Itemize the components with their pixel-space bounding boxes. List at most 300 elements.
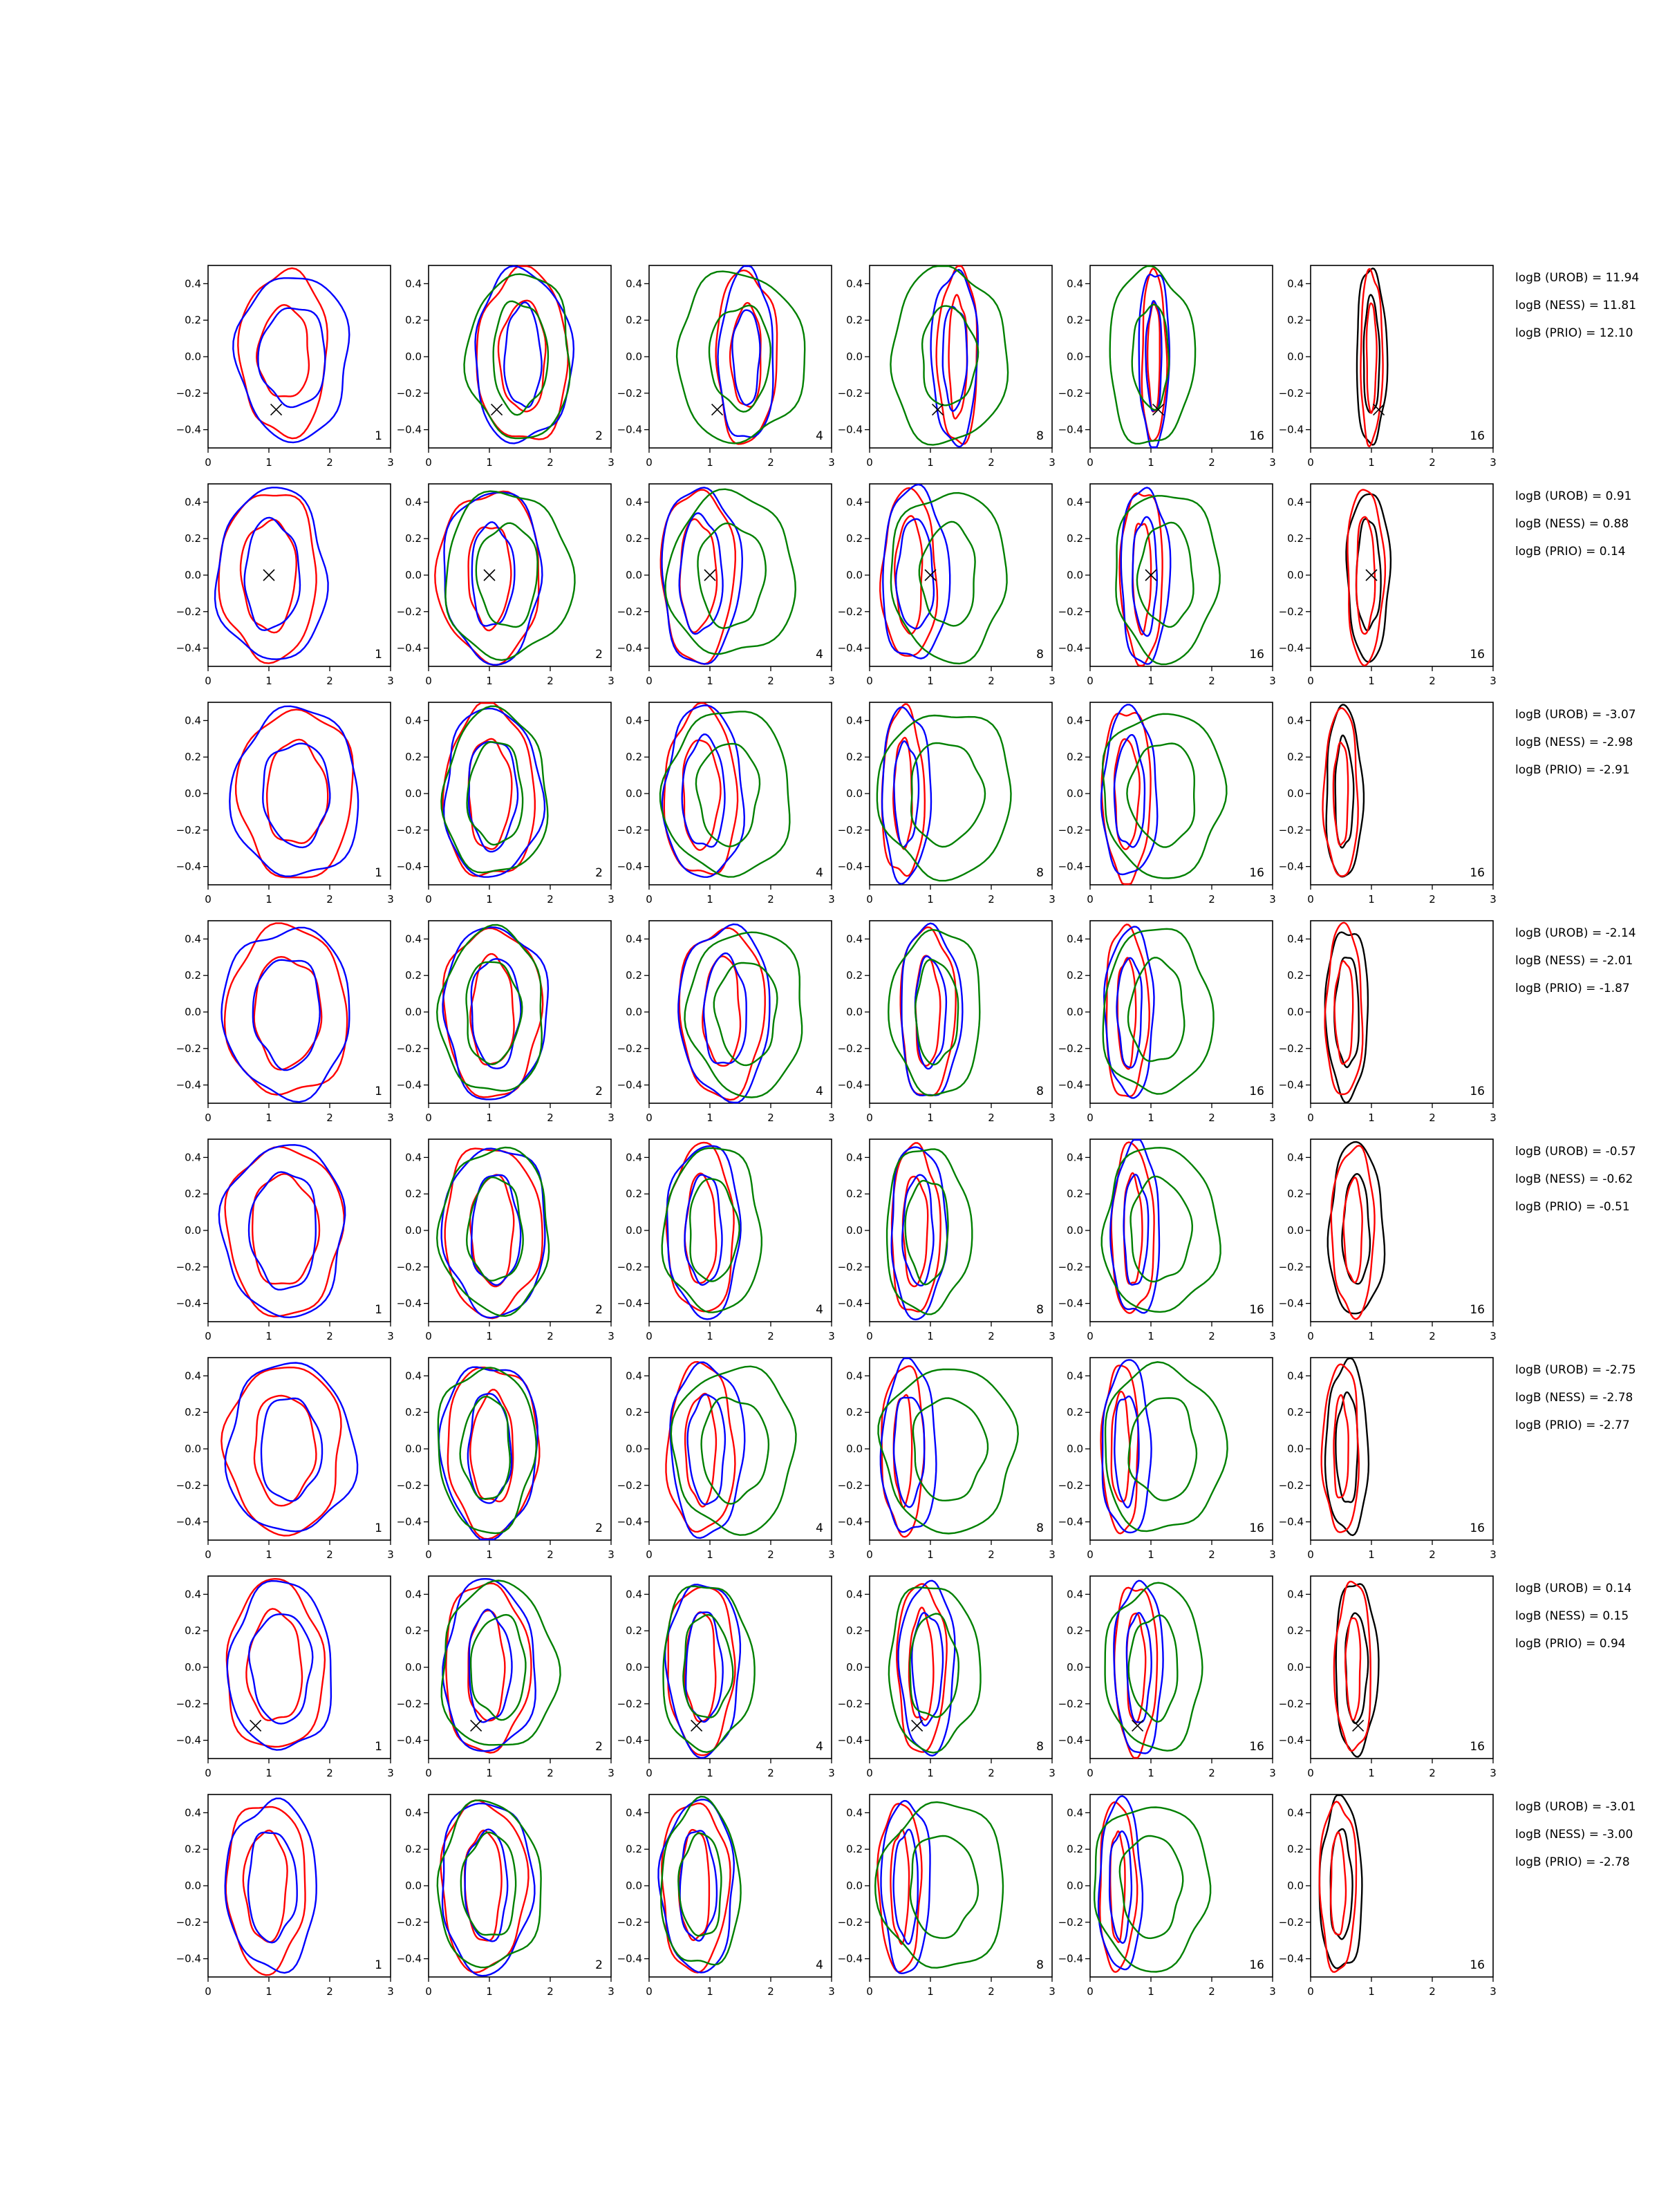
y-tick-label: 0.4 xyxy=(185,1369,201,1382)
x-tick-label: 2 xyxy=(988,1985,995,1998)
x-tick-label: 3 xyxy=(608,1767,615,1779)
panel-label: 4 xyxy=(816,1303,823,1317)
logb-prio-label: logB (PRIO) = 0.94 xyxy=(1515,1637,1626,1651)
green-contour-line xyxy=(677,272,805,444)
panel xyxy=(617,1576,835,1779)
x-tick-label: 3 xyxy=(608,1112,615,1124)
x-tick-label: 3 xyxy=(1490,456,1497,469)
y-tick-label: 0.4 xyxy=(846,1588,863,1601)
panel xyxy=(838,1139,1056,1342)
y-tick-label: −0.2 xyxy=(837,386,863,400)
y-tick-label: 0.2 xyxy=(626,1406,642,1419)
y-tick-label: 0.4 xyxy=(626,932,642,946)
y-tick-label: 0.2 xyxy=(1067,532,1083,545)
blue-contour-line xyxy=(442,1148,545,1318)
y-tick-label: 0.0 xyxy=(846,1006,863,1018)
green-contour-line xyxy=(698,523,766,628)
x-tick-label: 0 xyxy=(646,1985,653,1998)
x-tick-label: 2 xyxy=(547,893,554,906)
y-tick-label: 0.0 xyxy=(626,787,642,800)
y-tick-label: 0.0 xyxy=(1067,1661,1083,1674)
logb-ness-label: logB (NESS) = -0.62 xyxy=(1515,1172,1633,1186)
y-tick-label: −0.2 xyxy=(617,605,642,618)
x-tick-label: 0 xyxy=(1087,456,1094,469)
x-tick-label: 2 xyxy=(1429,456,1436,469)
x-tick-label: 3 xyxy=(1269,1767,1276,1779)
panel-label: 16 xyxy=(1249,429,1264,443)
blue-contour-line xyxy=(883,485,950,659)
y-tick-label: 0.4 xyxy=(626,496,642,509)
y-tick-label: −0.4 xyxy=(837,1078,863,1091)
x-tick-label: 1 xyxy=(265,1985,272,1998)
y-tick-label: 0.4 xyxy=(626,1806,642,1819)
x-tick-label: 3 xyxy=(1269,1548,1276,1561)
y-tick-label: 0.0 xyxy=(405,1443,422,1455)
panel-label: 2 xyxy=(595,1303,603,1317)
x-tick-label: 3 xyxy=(608,1985,615,1998)
x-tick-label: 0 xyxy=(425,456,432,469)
x-tick-label: 1 xyxy=(927,456,934,469)
y-tick-label: 0.4 xyxy=(1287,1151,1304,1164)
blue-contour-line xyxy=(678,924,769,1103)
x-tick-label: 0 xyxy=(205,1330,212,1342)
y-tick-label: 0.4 xyxy=(1287,277,1304,290)
panel xyxy=(838,702,1056,906)
y-tick-label: −0.4 xyxy=(396,1297,422,1310)
x-tick-label: 3 xyxy=(1049,456,1056,469)
panel xyxy=(176,1139,394,1342)
y-tick-label: 0.4 xyxy=(626,1369,642,1382)
y-tick-label: 0.2 xyxy=(1287,314,1304,327)
x-tick-label: 3 xyxy=(828,1767,835,1779)
x-tick-label: 1 xyxy=(1147,1330,1154,1342)
panel-label: 8 xyxy=(1036,1085,1044,1098)
y-tick-label: −0.2 xyxy=(396,823,422,836)
x-tick-label: 3 xyxy=(828,675,835,687)
panel-label: 8 xyxy=(1036,1521,1044,1535)
x-tick-label: 0 xyxy=(1087,893,1094,906)
y-tick-label: −0.2 xyxy=(176,1042,201,1055)
y-tick-label: 0.0 xyxy=(626,1661,642,1674)
black-contour-line xyxy=(1325,1358,1369,1535)
y-tick-label: −0.4 xyxy=(1058,423,1083,436)
y-tick-label: −0.4 xyxy=(1278,860,1304,873)
x-tick-label: 1 xyxy=(927,675,934,687)
x-tick-label: 2 xyxy=(547,1548,554,1561)
x-tick-label: 1 xyxy=(1368,1548,1375,1561)
x-tick-label: 3 xyxy=(1490,1330,1497,1342)
y-tick-label: 0.0 xyxy=(185,1224,201,1237)
panel-label: 1 xyxy=(375,648,382,662)
panel-label: 2 xyxy=(595,1521,603,1535)
x-tick-label: 1 xyxy=(927,1548,934,1561)
axes-frame xyxy=(1311,484,1493,666)
axes-frame xyxy=(870,265,1052,448)
x-tick-label: 3 xyxy=(1490,1985,1497,1998)
x-tick-label: 0 xyxy=(646,1767,653,1779)
y-tick-label: −0.2 xyxy=(176,605,201,618)
y-tick-label: −0.4 xyxy=(837,423,863,436)
y-tick-label: 0.0 xyxy=(185,787,201,800)
axes-frame xyxy=(208,1576,391,1759)
axes-frame xyxy=(1090,1358,1273,1540)
panel-label: 2 xyxy=(595,648,603,662)
x-tick-label: 1 xyxy=(706,1548,713,1561)
y-tick-label: −0.2 xyxy=(396,1697,422,1710)
red-contour-line xyxy=(1133,524,1152,635)
logb-ness-label: logB (NESS) = -3.00 xyxy=(1515,1828,1633,1841)
panel xyxy=(617,484,835,687)
x-tick-label: 0 xyxy=(866,675,873,687)
x-tick-label: 0 xyxy=(646,1112,653,1124)
panel-label: 16 xyxy=(1470,1085,1485,1098)
x-tick-label: 2 xyxy=(767,1330,774,1342)
x-tick-label: 1 xyxy=(1368,1112,1375,1124)
x-tick-label: 1 xyxy=(1368,1330,1375,1342)
logb-urob-label: logB (UROB) = -3.07 xyxy=(1515,708,1636,722)
y-tick-label: −0.2 xyxy=(1058,386,1083,400)
panel xyxy=(838,484,1056,687)
x-tick-label: 2 xyxy=(326,1112,333,1124)
y-tick-label: −0.4 xyxy=(1278,1952,1304,1965)
axes-frame xyxy=(1090,484,1273,666)
x-tick-label: 0 xyxy=(205,1548,212,1561)
y-tick-label: −0.2 xyxy=(176,1697,201,1710)
panel xyxy=(176,1576,394,1779)
x-tick-label: 2 xyxy=(1429,893,1436,906)
y-tick-label: −0.2 xyxy=(837,823,863,836)
x-tick-label: 3 xyxy=(1049,893,1056,906)
panel-label: 8 xyxy=(1036,1740,1044,1754)
y-tick-label: 0.0 xyxy=(405,1880,422,1892)
panel-label: 16 xyxy=(1470,1740,1485,1754)
red-contour-line xyxy=(877,1803,921,1971)
y-tick-label: 0.0 xyxy=(846,1443,863,1455)
panel xyxy=(176,921,394,1124)
panel xyxy=(176,1358,394,1561)
x-tick-label: 2 xyxy=(1208,1112,1215,1124)
green-contour-line xyxy=(696,744,760,846)
y-tick-label: −0.2 xyxy=(1058,823,1083,836)
panel xyxy=(1279,1576,1497,1779)
y-tick-label: 0.2 xyxy=(846,1188,863,1201)
x-tick-label: 2 xyxy=(988,1112,995,1124)
red-contour-line xyxy=(469,739,512,850)
y-tick-label: 0.2 xyxy=(405,1406,422,1419)
panel-label: 8 xyxy=(1036,1958,1044,1972)
y-tick-label: −0.4 xyxy=(837,1734,863,1747)
x-tick-label: 0 xyxy=(1307,1112,1314,1124)
y-tick-label: 0.0 xyxy=(1067,1443,1083,1455)
logb-ness-label: logB (NESS) = 0.15 xyxy=(1515,1609,1629,1623)
panel-label: 16 xyxy=(1249,1085,1264,1098)
y-tick-label: 0.0 xyxy=(1067,569,1083,581)
y-tick-label: −0.2 xyxy=(1058,1697,1083,1710)
green-contour-line xyxy=(1094,1808,1210,1972)
y-tick-label: 0.4 xyxy=(846,496,863,509)
x-tick-label: 1 xyxy=(927,1112,934,1124)
green-contour-line xyxy=(1110,266,1195,444)
panel xyxy=(397,1358,615,1561)
y-tick-label: 0.4 xyxy=(1067,496,1083,509)
x-tick-label: 0 xyxy=(205,1985,212,1998)
blue-contour-line xyxy=(732,310,760,405)
panel-label: 1 xyxy=(375,429,382,443)
x-marker-icon xyxy=(925,570,936,581)
y-tick-label: 0.2 xyxy=(1287,969,1304,982)
x-tick-label: 2 xyxy=(1429,675,1436,687)
y-tick-label: −0.4 xyxy=(1058,860,1083,873)
y-tick-label: 0.4 xyxy=(1067,1369,1083,1382)
panel xyxy=(1058,265,1276,469)
y-tick-label: 0.0 xyxy=(185,569,201,581)
x-tick-label: 3 xyxy=(1049,675,1056,687)
y-tick-label: 0.2 xyxy=(1287,1188,1304,1201)
panel-label: 16 xyxy=(1470,1958,1485,1972)
y-tick-label: −0.4 xyxy=(176,1734,201,1747)
x-marker-icon xyxy=(271,404,282,415)
panel xyxy=(838,265,1056,469)
x-tick-label: 1 xyxy=(706,675,713,687)
panel-label: 16 xyxy=(1470,1521,1485,1535)
blue-contour-line xyxy=(245,518,300,630)
y-tick-label: 0.4 xyxy=(626,1588,642,1601)
x-tick-label: 2 xyxy=(1429,1112,1436,1124)
y-tick-label: 0.4 xyxy=(1287,1588,1304,1601)
y-tick-label: 0.0 xyxy=(185,1661,201,1674)
blue-contour-line xyxy=(894,741,919,847)
y-tick-label: 0.4 xyxy=(405,1369,422,1382)
y-tick-label: 0.0 xyxy=(1067,1224,1083,1237)
logb-ness-label: logB (NESS) = 0.88 xyxy=(1515,517,1629,531)
y-tick-label: −0.4 xyxy=(837,1952,863,1965)
y-tick-label: 0.0 xyxy=(1067,350,1083,363)
y-tick-label: −0.4 xyxy=(617,1297,642,1310)
x-tick-label: 1 xyxy=(1147,1767,1154,1779)
red-contour-line xyxy=(221,1367,341,1535)
x-tick-label: 3 xyxy=(1269,675,1276,687)
red-contour-line xyxy=(893,738,912,849)
x-tick-label: 3 xyxy=(1269,1330,1276,1342)
y-tick-label: 0.4 xyxy=(405,932,422,946)
panel xyxy=(838,921,1056,1124)
axes-frame xyxy=(208,1358,391,1540)
panel-label: 1 xyxy=(375,1303,382,1317)
red-contour-line xyxy=(470,1389,513,1501)
x-tick-label: 0 xyxy=(646,456,653,469)
x-tick-label: 2 xyxy=(1208,1767,1215,1779)
blue-contour-line xyxy=(882,707,931,884)
y-tick-label: 0.2 xyxy=(626,751,642,764)
y-tick-label: 0.4 xyxy=(1067,277,1083,290)
black-contour-line xyxy=(1328,1142,1385,1313)
axes-frame xyxy=(1311,1358,1493,1540)
axes-frame xyxy=(1311,921,1493,1103)
y-tick-label: 0.4 xyxy=(405,1588,422,1601)
green-contour-line xyxy=(875,1802,1003,1968)
y-tick-label: −0.4 xyxy=(176,423,201,436)
red-contour-line xyxy=(1322,1365,1359,1533)
panel xyxy=(397,484,615,687)
axes-frame xyxy=(1090,702,1273,885)
y-tick-label: −0.2 xyxy=(176,823,201,836)
blue-contour-line xyxy=(896,519,934,629)
blue-contour-line xyxy=(881,1358,937,1532)
x-tick-label: 2 xyxy=(326,1985,333,1998)
x-tick-label: 0 xyxy=(205,1767,212,1779)
y-tick-label: 0.2 xyxy=(1067,1843,1083,1856)
y-tick-label: 0.4 xyxy=(1067,714,1083,727)
x-tick-label: 3 xyxy=(828,893,835,906)
x-tick-label: 1 xyxy=(706,1767,713,1779)
x-tick-label: 1 xyxy=(265,1330,272,1342)
x-tick-label: 0 xyxy=(646,893,653,906)
y-tick-label: 0.0 xyxy=(1067,1006,1083,1018)
y-tick-label: 0.4 xyxy=(405,496,422,509)
panel xyxy=(1058,1139,1276,1342)
y-tick-label: −0.4 xyxy=(1278,1078,1304,1091)
y-tick-label: 0.0 xyxy=(626,1443,642,1455)
x-tick-label: 0 xyxy=(425,1985,432,1998)
x-tick-label: 1 xyxy=(1368,1767,1375,1779)
y-tick-label: 0.2 xyxy=(626,314,642,327)
y-tick-label: 0.4 xyxy=(846,714,863,727)
y-tick-label: −0.2 xyxy=(617,1042,642,1055)
axes-frame xyxy=(429,265,611,448)
y-tick-label: 0.0 xyxy=(405,1661,422,1674)
green-contour-line xyxy=(877,715,1011,881)
panel-label: 2 xyxy=(595,429,603,443)
green-contour-line xyxy=(465,274,570,439)
green-contour-line xyxy=(1105,1362,1228,1531)
x-tick-label: 2 xyxy=(547,1330,554,1342)
y-tick-label: −0.4 xyxy=(176,641,201,655)
x-tick-label: 3 xyxy=(387,1767,394,1779)
blue-contour-line xyxy=(662,487,742,664)
y-tick-label: 0.0 xyxy=(846,350,863,363)
blue-contour-line xyxy=(915,956,946,1069)
y-tick-label: 0.0 xyxy=(1287,1443,1304,1455)
axes-frame xyxy=(649,1358,832,1540)
y-tick-label: −0.4 xyxy=(1058,1734,1083,1747)
panel-label: 8 xyxy=(1036,429,1044,443)
y-tick-label: 0.4 xyxy=(1287,1369,1304,1382)
panel xyxy=(1279,921,1497,1124)
panel-label: 2 xyxy=(595,1958,603,1972)
y-tick-label: −0.4 xyxy=(176,860,201,873)
y-tick-label: 0.4 xyxy=(1067,1806,1083,1819)
panel-label: 1 xyxy=(375,866,382,880)
x-tick-label: 0 xyxy=(205,1112,212,1124)
y-tick-label: −0.4 xyxy=(1058,1952,1083,1965)
panel xyxy=(1058,1794,1276,1998)
x-tick-label: 0 xyxy=(646,1330,653,1342)
blue-contour-line xyxy=(472,522,515,626)
x-tick-label: 3 xyxy=(828,1330,835,1342)
blue-contour-line xyxy=(442,1579,535,1751)
y-tick-label: 0.0 xyxy=(1287,787,1304,800)
x-tick-label: 2 xyxy=(1208,456,1215,469)
x-tick-label: 1 xyxy=(927,1985,934,1998)
y-tick-label: 0.4 xyxy=(846,1806,863,1819)
x-tick-label: 0 xyxy=(1087,1112,1094,1124)
y-tick-label: 0.2 xyxy=(1287,751,1304,764)
y-tick-label: 0.4 xyxy=(405,277,422,290)
x-tick-label: 1 xyxy=(1368,893,1375,906)
x-tick-label: 3 xyxy=(1269,1985,1276,1998)
y-tick-label: −0.2 xyxy=(396,1042,422,1055)
x-tick-label: 2 xyxy=(767,1767,774,1779)
x-tick-label: 0 xyxy=(866,1985,873,1998)
logb-urob-label: logB (UROB) = -3.01 xyxy=(1515,1800,1636,1814)
y-tick-label: 0.2 xyxy=(846,1843,863,1856)
green-contour-line xyxy=(1103,714,1226,879)
x-tick-label: 1 xyxy=(265,456,272,469)
y-tick-label: −0.4 xyxy=(837,860,863,873)
x-tick-label: 3 xyxy=(387,675,394,687)
blue-contour-line xyxy=(504,302,541,407)
y-tick-label: 0.0 xyxy=(846,1661,863,1674)
blue-contour-line xyxy=(688,1394,725,1504)
panel-label: 8 xyxy=(1036,648,1044,662)
y-tick-label: 0.0 xyxy=(405,569,422,581)
y-tick-label: 0.4 xyxy=(1067,1151,1083,1164)
x-tick-label: 3 xyxy=(1490,675,1497,687)
panel-label: 2 xyxy=(595,1740,603,1754)
y-tick-label: 0.2 xyxy=(1067,969,1083,982)
red-contour-line xyxy=(894,516,922,635)
y-tick-label: 0.0 xyxy=(405,350,422,363)
x-tick-label: 3 xyxy=(608,1330,615,1342)
y-tick-label: 0.4 xyxy=(185,1588,201,1601)
x-tick-label: 1 xyxy=(927,1767,934,1779)
red-contour-line xyxy=(1331,1833,1346,1935)
black-contour-line xyxy=(1327,705,1364,877)
x-marker-icon xyxy=(250,1720,261,1731)
green-contour-line xyxy=(879,1369,1018,1534)
x-tick-label: 0 xyxy=(646,675,653,687)
y-tick-label: 0.0 xyxy=(185,1006,201,1018)
y-tick-label: −0.2 xyxy=(837,1042,863,1055)
logb-ness-label: logB (NESS) = 11.81 xyxy=(1515,299,1637,312)
y-tick-label: 0.2 xyxy=(185,1188,201,1201)
x-tick-label: 2 xyxy=(767,675,774,687)
panel xyxy=(1058,702,1276,906)
red-contour-line xyxy=(1367,303,1377,413)
green-contour-line xyxy=(1137,523,1194,627)
y-tick-label: −0.2 xyxy=(1058,1260,1083,1273)
y-tick-label: −0.2 xyxy=(1278,1479,1304,1492)
blue-contour-line xyxy=(443,927,548,1099)
panel-label: 16 xyxy=(1470,1303,1485,1317)
y-tick-label: −0.2 xyxy=(1058,1479,1083,1492)
blue-contour-line xyxy=(892,1147,948,1320)
y-tick-label: −0.4 xyxy=(396,641,422,655)
x-tick-label: 2 xyxy=(1429,1330,1436,1342)
x-marker-icon xyxy=(491,404,503,415)
y-tick-label: −0.4 xyxy=(396,860,422,873)
x-tick-label: 1 xyxy=(486,675,493,687)
y-tick-label: 0.0 xyxy=(846,569,863,581)
x-tick-label: 1 xyxy=(265,1548,272,1561)
panel-label: 16 xyxy=(1470,429,1485,443)
y-tick-label: 0.2 xyxy=(185,969,201,982)
y-tick-label: 0.2 xyxy=(626,969,642,982)
panel xyxy=(1279,1358,1497,1561)
x-tick-label: 0 xyxy=(1087,1985,1094,1998)
y-tick-label: 0.4 xyxy=(846,277,863,290)
x-tick-label: 0 xyxy=(425,1330,432,1342)
